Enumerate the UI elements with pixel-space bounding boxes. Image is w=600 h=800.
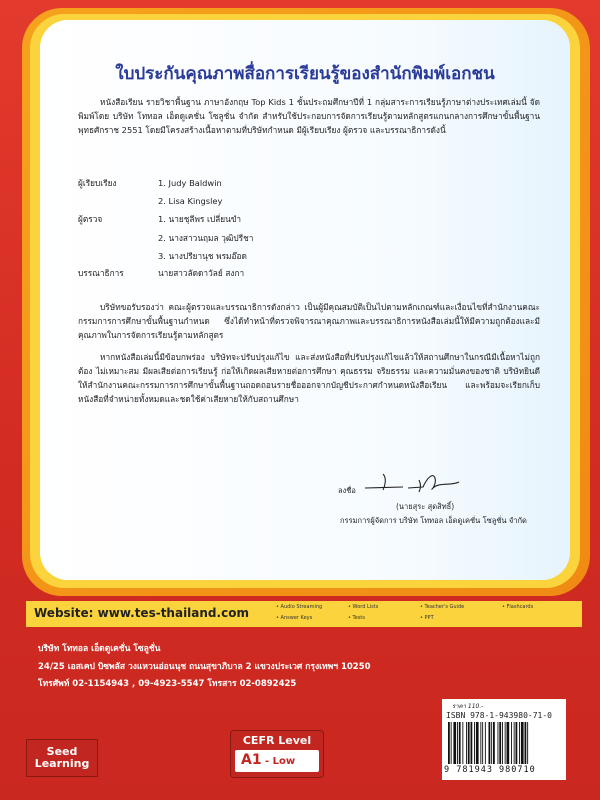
barcode-bar	[485, 722, 486, 764]
feature-item: • Tests	[348, 615, 365, 621]
isbn-label: ISBN 978-1-943980-71-0	[446, 711, 552, 720]
signature-mark	[363, 468, 483, 498]
feature-item: • Answer Keys	[276, 615, 312, 621]
feature-item: • Audio Streaming	[276, 604, 322, 610]
cefr-badge: CEFR Level A1 - Low	[230, 730, 324, 778]
signer-position: กรรมการผู้จัดการ บริษัท โททอล เอ็ดดูเคชั่น โซลูชั่น จำกัด	[340, 516, 527, 525]
publisher-phone: โทรศัพท์ 02-1154943 , 09-4923-5547 โทรสาร 02-0892425	[38, 679, 297, 689]
barcode-bar	[519, 722, 520, 764]
feature-item: • Flashcards	[502, 604, 533, 610]
barcode-bar	[471, 722, 473, 764]
publisher-name: บริษัท โททอล เอ็ดดูเคชั่น โซลูชั่น	[38, 644, 161, 654]
barcode-bar	[527, 722, 528, 764]
paragraph-intro: หนังสือเรียน รายวิชาพื้นฐาน ภาษาอังกฤษ Top Kids 1 ชั้นประถมศึกษาปีที่ 1 กลุ่มสาระการเรียนรู้ภาษาต่างประเทศเล่มนี้ จัดพิมพ์โดย บริษัท โททอล เอ็ดดูเคชั่น โซลูชั่น จำกัด สำหรับใช้ประกอบการจัดการเรียนรู้ตามหลักสูตรแกนกลางการศึกษาขั้นพื้นฐาน พุทธศักราช 2551 โดยมีโครงสร้างเนื้อหาตามที่บริษัทกำหนด มีผู้เรียบเรียง ผู้ตรวจ และบรรณาธิการดังนี้	[78, 97, 540, 135]
barcode-bar	[511, 722, 512, 764]
barcode-bar	[493, 722, 495, 764]
barcode-bar	[457, 722, 458, 764]
barcode-bar	[525, 722, 527, 764]
barcode-box	[442, 710, 566, 780]
signature-label: ลงชื่อ	[338, 486, 356, 495]
barcode-bar	[462, 722, 463, 764]
barcode-bar	[448, 722, 450, 764]
signer-name: (นายสุระ สุดสิทธิ์)	[396, 502, 455, 511]
barcode-bar	[453, 722, 456, 764]
barcode-bar	[468, 722, 470, 764]
barcode-bar	[514, 722, 515, 764]
barcode-bar	[499, 722, 501, 764]
barcode-bar	[476, 722, 479, 764]
barcode-bar	[482, 722, 483, 764]
publisher-address: 24/25 เอสเคป บิซพลัส วงแหวนอ่อนนุช ถนนสุขาภิบาล 2 แขวงประเวศ กรุงเทพฯ 10250	[38, 662, 371, 672]
paragraph-warranty: หากหนังสือเล่มนี้มีข้อบกพร่อง บริษัทจะปรับปรุงแก้ไข และส่งหนังสือที่ปรับปรุงแก้ไขแล้วให้สถานศึกษาในกรณีมีเนื้อหาไม่ถูกต้อง ไม่เหมาะสม มีผลเสียต่อการเรียนรู้ ก่อให้เกิดผลเสียหายต่อการศึกษา คุณธรรม จริยธรรม และความมั่นคงของชาติ บริษัทยินดีให้สำนักงานคณะกรรมการการศึกษาขั้นพื้นฐานถอดถอนรายชื่อออกจากบัญชีประกาศกำหนดหนังสือเรียน และพร้อมจะเรียกเก็บหนังสือที่จำหน่ายทั้งหมดและชดใช้ค่าเสียหายให้กับสถานศึกษา	[78, 352, 540, 404]
barcode-bar	[466, 722, 467, 764]
barcode-bar	[489, 722, 491, 764]
barcode-bar	[498, 722, 499, 764]
barcode-bar	[502, 722, 503, 764]
barcode-bar	[451, 722, 452, 764]
certificate-title: ใบประกันคุณภาพสื่อการเรียนรู้ของสำนักพิมพ์เอกชน	[115, 64, 495, 84]
price-label: ราคา 110.-	[452, 703, 484, 710]
barcode-bar	[505, 722, 506, 764]
barcode-digits: 9 781943 980710	[444, 765, 536, 775]
certificate-card: ใบประกันคุณภาพสื่อการเรียนรู้ของสำนักพิมพ์เอกชน หนังสือเรียน รายวิชาพื้นฐาน ภาษาอังกฤษ Top Kids 1 ชั้นประถมศึกษาปีที่ 1 กลุ่มสาระการเรียนรู้ภาษาต่างประเทศเล่มนี้ จัดพิมพ์โดย บริษัท โททอล เอ็ดดูเคชั่น โซลูชั่น จำกัด สำหรับใช้ประกอบการจัดการเรียนรู้ตามหลักสูตรแกนกลางการศึกษาขั้นพื้นฐาน พุทธศักราช 2551 โดยมีโครงสร้างเนื้อหาตามที่บริษัทกำหนด มีผู้เรียบเรียง ผู้ตรวจ และบรรณาธิการดังนี้ ผู้เรียบเรียง 1. Judy Baldwin 2. Lisa Kingsley ผู้ตรวจ 1. นายชุลีพร เปลี่ยนขำ 2. นางสาวนฤมล วุฒิปรีชา 3. นางปรียานุช พรมอ๊อด บรรณาธิการ นายสาวลัดดาวัลย์ สงกา บริษัทขอรับรองว่า คณะผู้ตรวจและบรรณาธิการดังกล่าว เป็นผู้มีคุณสมบัติเป็นไปตามหลักเกณฑ์และเงื่อนไขที่สำนักงานคณะกรรมการการศึกษาขั้นพื้นฐานกำหนด ซึ่งได้ทำหน้าที่ตรวจพิจารณาคุณภาพและบรรณาธิการหนังสือเล่มนี้ให้มีความถูกต้องและมีคุณภาพในการจัดการเรียนรู้ตามหลักสูตร หากหนังสือเล่มนี้มีข้อบกพร่อง บริษัทจะปรับปรุงแก้ไข และส่งหนังสือที่ปรับปรุงแก้ไขแล้วให้สถานศึกษาในกรณีมีเนื้อหาไม่ถูกต้อง ไม่เหมาะสม มีผลเสียต่อการเรียนรู้ ก่อให้เกิดผลเสียหายต่อการศึกษา คุณธรรม จริยธรรม และความมั่นคงของชาติ บริษัทยินดีให้สำนักงานคณะกรรมการการศึกษาขั้นพื้นฐานถอดถอนรายชื่อออกจากบัญชีประกาศกำหนดหนังสือเรียน และพร้อมจะเรียกเก็บหนังสือที่จำหน่ายทั้งหมดและชดใช้ค่าเสียหายให้กับสถานศึกษา ลงชื่อ (นายสุระ สุดสิทธิ์) กรรมการผู้จัดการ บริษัท โททอล เอ็ดดูเคชั่น โซลูชั่น จำกัด	[40, 20, 570, 580]
cefr-sublevel: - Low	[265, 756, 296, 767]
barcode-bar	[521, 722, 524, 764]
barcode-bar	[516, 722, 518, 764]
website-bar	[26, 601, 582, 627]
feature-item: • Teacher's Guide	[420, 604, 464, 610]
cefr-level: A1	[241, 752, 262, 768]
barcode-bar	[480, 722, 481, 764]
seed-learning-logo: Seed Learning	[26, 739, 98, 777]
barcode-bar	[459, 722, 461, 764]
feature-item: • Word Lists	[348, 604, 378, 610]
barcode-bar	[474, 722, 475, 764]
barcode-bar	[507, 722, 510, 764]
feature-item: • PPT	[420, 615, 434, 621]
website-link[interactable]: Website: www.tes-thailand.com	[34, 606, 249, 620]
barcode-graphic	[446, 722, 564, 764]
barcode-bar	[491, 722, 492, 764]
paragraph-certify: บริษัทขอรับรองว่า คณะผู้ตรวจและบรรณาธิการดังกล่าว เป็นผู้มีคุณสมบัติเป็นไปตามหลักเกณฑ์และเงื่อนไขที่สำนักงานคณะกรรมการการศึกษาขั้นพื้นฐานกำหนด ซึ่งได้ทำหน้าที่ตรวจพิจารณาคุณภาพและบรรณาธิการหนังสือเล่มนี้ให้มีความถูกต้องและมีคุณภาพในการจัดการเรียนรู้ตามหลักสูตร	[78, 302, 540, 340]
